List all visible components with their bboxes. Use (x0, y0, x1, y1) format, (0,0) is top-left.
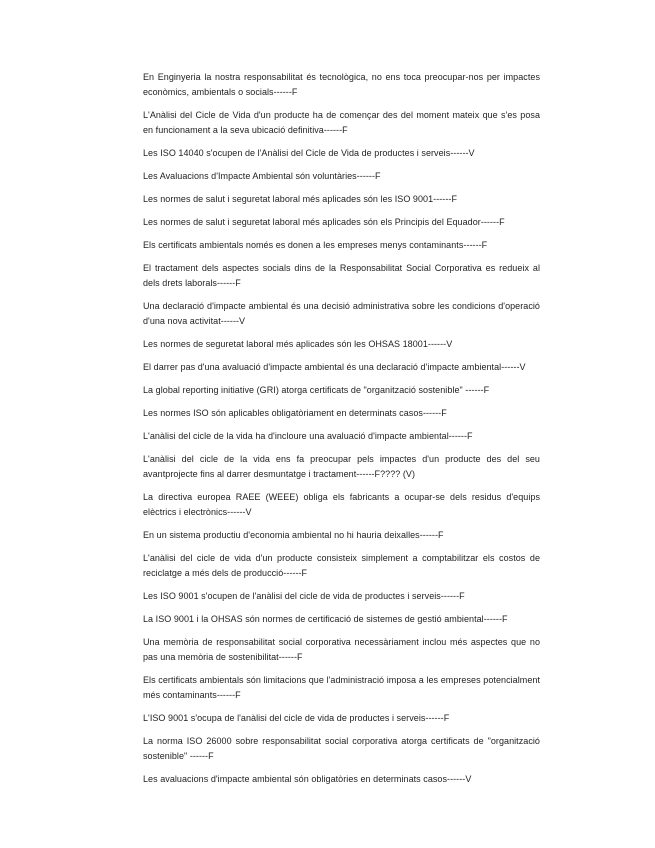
statement: Les normes de salut i seguretat laboral més aplicades són les ISO 9001------F (143, 194, 457, 204)
statement: L'anàlisi del cicle de vida d'un producte consisteix simplement a comptabilitzar els costos de reciclatge a més dels de producció------F (143, 553, 540, 578)
statement: L'ISO 9001 s'ocupa de l'anàlisi del cicle de vida de productes i serveis------F (143, 713, 450, 723)
statement: Les normes de salut i seguretat laboral més aplicades són els Principis del Equador------F (143, 217, 505, 227)
statement: L'Anàlisi del Cicle de Vida d'un producte ha de començar des del moment mateix que s'es posa en funcionament a la seva ubicació definitiva------F (143, 110, 540, 135)
statement: La directiva europea RAEE (WEEE) obliga els fabricants a ocupar-se dels residus d'equips elèctrics i electrònics------V (143, 492, 540, 517)
statement: Una declaració d'impacte ambiental és una decisió administrativa sobre les condicions d'operació d'una nova activitat------V (143, 301, 540, 326)
statement: La norma ISO 26000 sobre responsabilitat social corporativa atorga certificats de "organització sostenible" ------F (143, 736, 540, 761)
statement: El darrer pas d'una avaluació d'impacte ambiental és una declaració d'impacte ambiental------V (143, 362, 526, 372)
statement: La global reporting initiative (GRI) atorga certificats de "organització sostenible" ------F (143, 385, 490, 395)
statement: Les ISO 9001 s'ocupen de l'anàlisi del cicle de vida de productes i serveis------F (143, 591, 465, 601)
statement: Les avaluacions d'impacte ambiental són obligatòries en determinats casos------V (143, 774, 472, 784)
statement: La ISO 9001 i la OHSAS són normes de certificació de sistemes de gestió ambiental------F (143, 614, 508, 624)
statement: Les Avaluacions d'Impacte Ambiental són voluntàries------F (143, 171, 381, 181)
statement: Els certificats ambientals només es donen a les empreses menys contaminants------F (143, 240, 488, 250)
statement: En Enginyeria la nostra responsabilitat és tecnològica, no ens toca preocupar-nos per impactes econòmics, ambientals o socials------F (143, 72, 540, 97)
statement: Les normes ISO són aplicables obligatòriament en determinats casos------F (143, 408, 447, 418)
statement: El tractament dels aspectes socials dins de la Responsabilitat Social Corporativa es redueix al dels drets laborals------F (143, 263, 540, 288)
statement: Els certificats ambientals són limitacions que l'administració imposa a les empreses potencialment més contaminants------F (143, 675, 540, 700)
statement: En un sistema productiu d'economia ambiental no hi hauria deixalles------F (143, 530, 444, 540)
statement: Una memòria de responsabilitat social corporativa necessàriament inclou més aspectes que no pas una memòria de sostenibilitat------F (143, 637, 540, 662)
statement: L'anàlisi del cicle de la vida ha d'incloure una avaluació d'impacte ambiental------F (143, 431, 473, 441)
statement: Les normes de seguretat laboral més aplicades són les OHSAS 18001------V (143, 339, 453, 349)
statement: L'anàlisi del cicle de la vida ens fa preocupar pels impactes d'un producte des del seu avantprojecte fins al darrer desmuntatge i tractament------F???? (V) (143, 454, 540, 479)
statement: Les ISO 14040 s'ocupen de l'Anàlisi del Cicle de Vida de productes i serveis------V (143, 148, 475, 158)
document-body (143, 70, 540, 795)
